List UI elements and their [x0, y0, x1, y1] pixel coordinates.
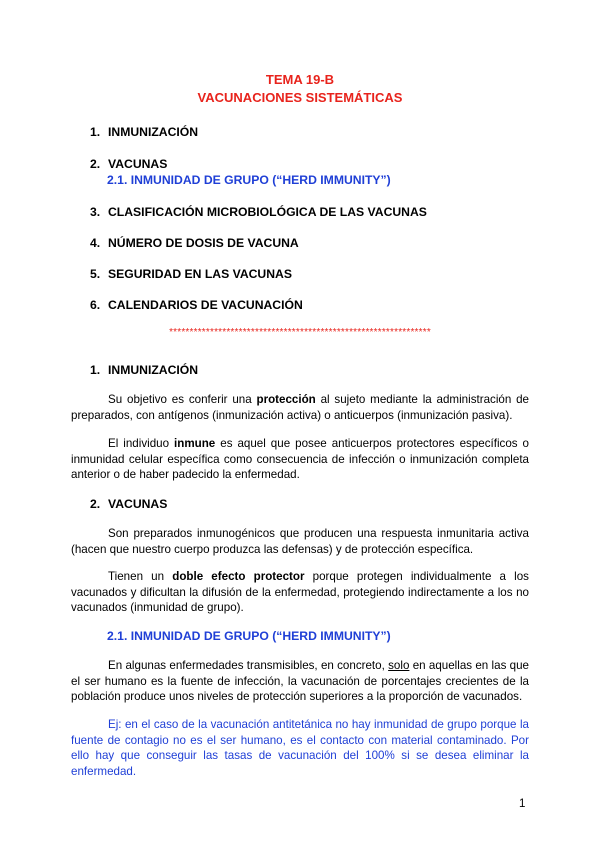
bold-text: protección	[256, 393, 316, 406]
toc-item-number: 5.	[90, 267, 101, 281]
toc-item-6	[90, 298, 303, 312]
example-paragraph	[71, 717, 529, 779]
toc-item-number: 1.	[90, 125, 101, 139]
section-number: 1.	[90, 363, 101, 377]
section-title: INMUNIZACIÓN	[108, 363, 199, 377]
text: El individuo	[108, 437, 175, 450]
text: porque protegen individualmente a los vacunados y dificultan la difusión de la enfermedad, protegiendo indirectamente a los no vacunados (inmunidad de grupo).	[71, 570, 529, 614]
paragraph	[71, 526, 529, 557]
text: al sujeto mediante la administración de preparados, con antígenos (inmunización activa) o anticuerpos (inmunización pasiva).	[71, 393, 530, 422]
toc-item-label: CALENDARIOS DE VACUNACIÓN	[108, 298, 303, 312]
text: Son preparados inmunogénicos que producen una respuesta inmunitaria activa (hacen que nuestro cuerpo produzca las defensas) y de protección específica.	[71, 527, 529, 556]
toc-item-label: SEGURIDAD EN LAS VACUNAS	[108, 267, 292, 281]
toc-item-label: VACUNAS	[108, 157, 168, 171]
toc-item-3	[90, 205, 427, 219]
underlined-text: solo	[388, 659, 410, 672]
toc-item-number: 2.	[90, 157, 101, 171]
separator-line: ****************************************************************	[169, 327, 431, 338]
paragraph	[71, 392, 529, 423]
doc-title-line2: VACUNACIONES SISTEMÁTICAS	[197, 90, 403, 105]
text: en aquellas en las que el ser humano es la fuente de infección, la vacunación de porcentajes crecientes de la población produce unos niveles de protección superiores a la proporción de vacunados.	[71, 659, 530, 703]
toc-item-2	[90, 157, 167, 171]
toc-item-1	[90, 125, 198, 139]
toc-item-5	[90, 267, 292, 281]
text: Tienen un	[108, 570, 173, 583]
toc-item-number: 6.	[90, 298, 101, 312]
section-heading-2	[90, 497, 167, 511]
section-heading-2-1: 2.1. INMUNIDAD DE GRUPO (“HERD IMMUNITY”)	[107, 629, 391, 643]
text: es aquel que posee anticuerpos protectores específicos o inmunidad celular específica como consecuencia de infección o inmunización completa anterior o de haber padecido la enfermedad.	[71, 437, 529, 481]
section-number: 2.	[90, 497, 101, 511]
toc-item-4	[90, 236, 299, 250]
doc-title-line1: TEMA 19-B	[265, 72, 335, 87]
page-number: 1	[519, 798, 526, 810]
bold-text: inmune	[174, 437, 216, 450]
section-title: VACUNAS	[108, 497, 168, 511]
text: En algunas enfermedades transmisibles, en concreto,	[108, 659, 389, 672]
text: Ej: en el caso de la vacunación antitetánica no hay inmunidad de grupo porque la fuente de contagio no es el ser humano, es el contacto con material contaminado. Por ello hay que conseguir las tasas de vacunación del 100% si se desea eliminar la enfermedad.	[71, 718, 529, 778]
section-heading-1	[90, 363, 198, 377]
toc-item-2-1: 2.1. INMUNIDAD DE GRUPO (“HERD IMMUNITY”)	[107, 173, 391, 187]
toc-item-number: 3.	[90, 205, 101, 219]
toc-item-number: 4.	[90, 236, 101, 250]
bold-text: doble efecto protector	[172, 570, 305, 583]
paragraph	[71, 436, 529, 483]
paragraph	[71, 658, 529, 705]
paragraph	[71, 569, 529, 616]
toc-item-label: INMUNIZACIÓN	[108, 125, 199, 139]
text: Su objetivo es conferir una	[108, 393, 257, 406]
toc-item-label: CLASIFICACIÓN MICROBIOLÓGICA DE LAS VACUNAS	[108, 205, 427, 219]
toc-item-label: NÚMERO DE DOSIS DE VACUNA	[108, 236, 299, 250]
